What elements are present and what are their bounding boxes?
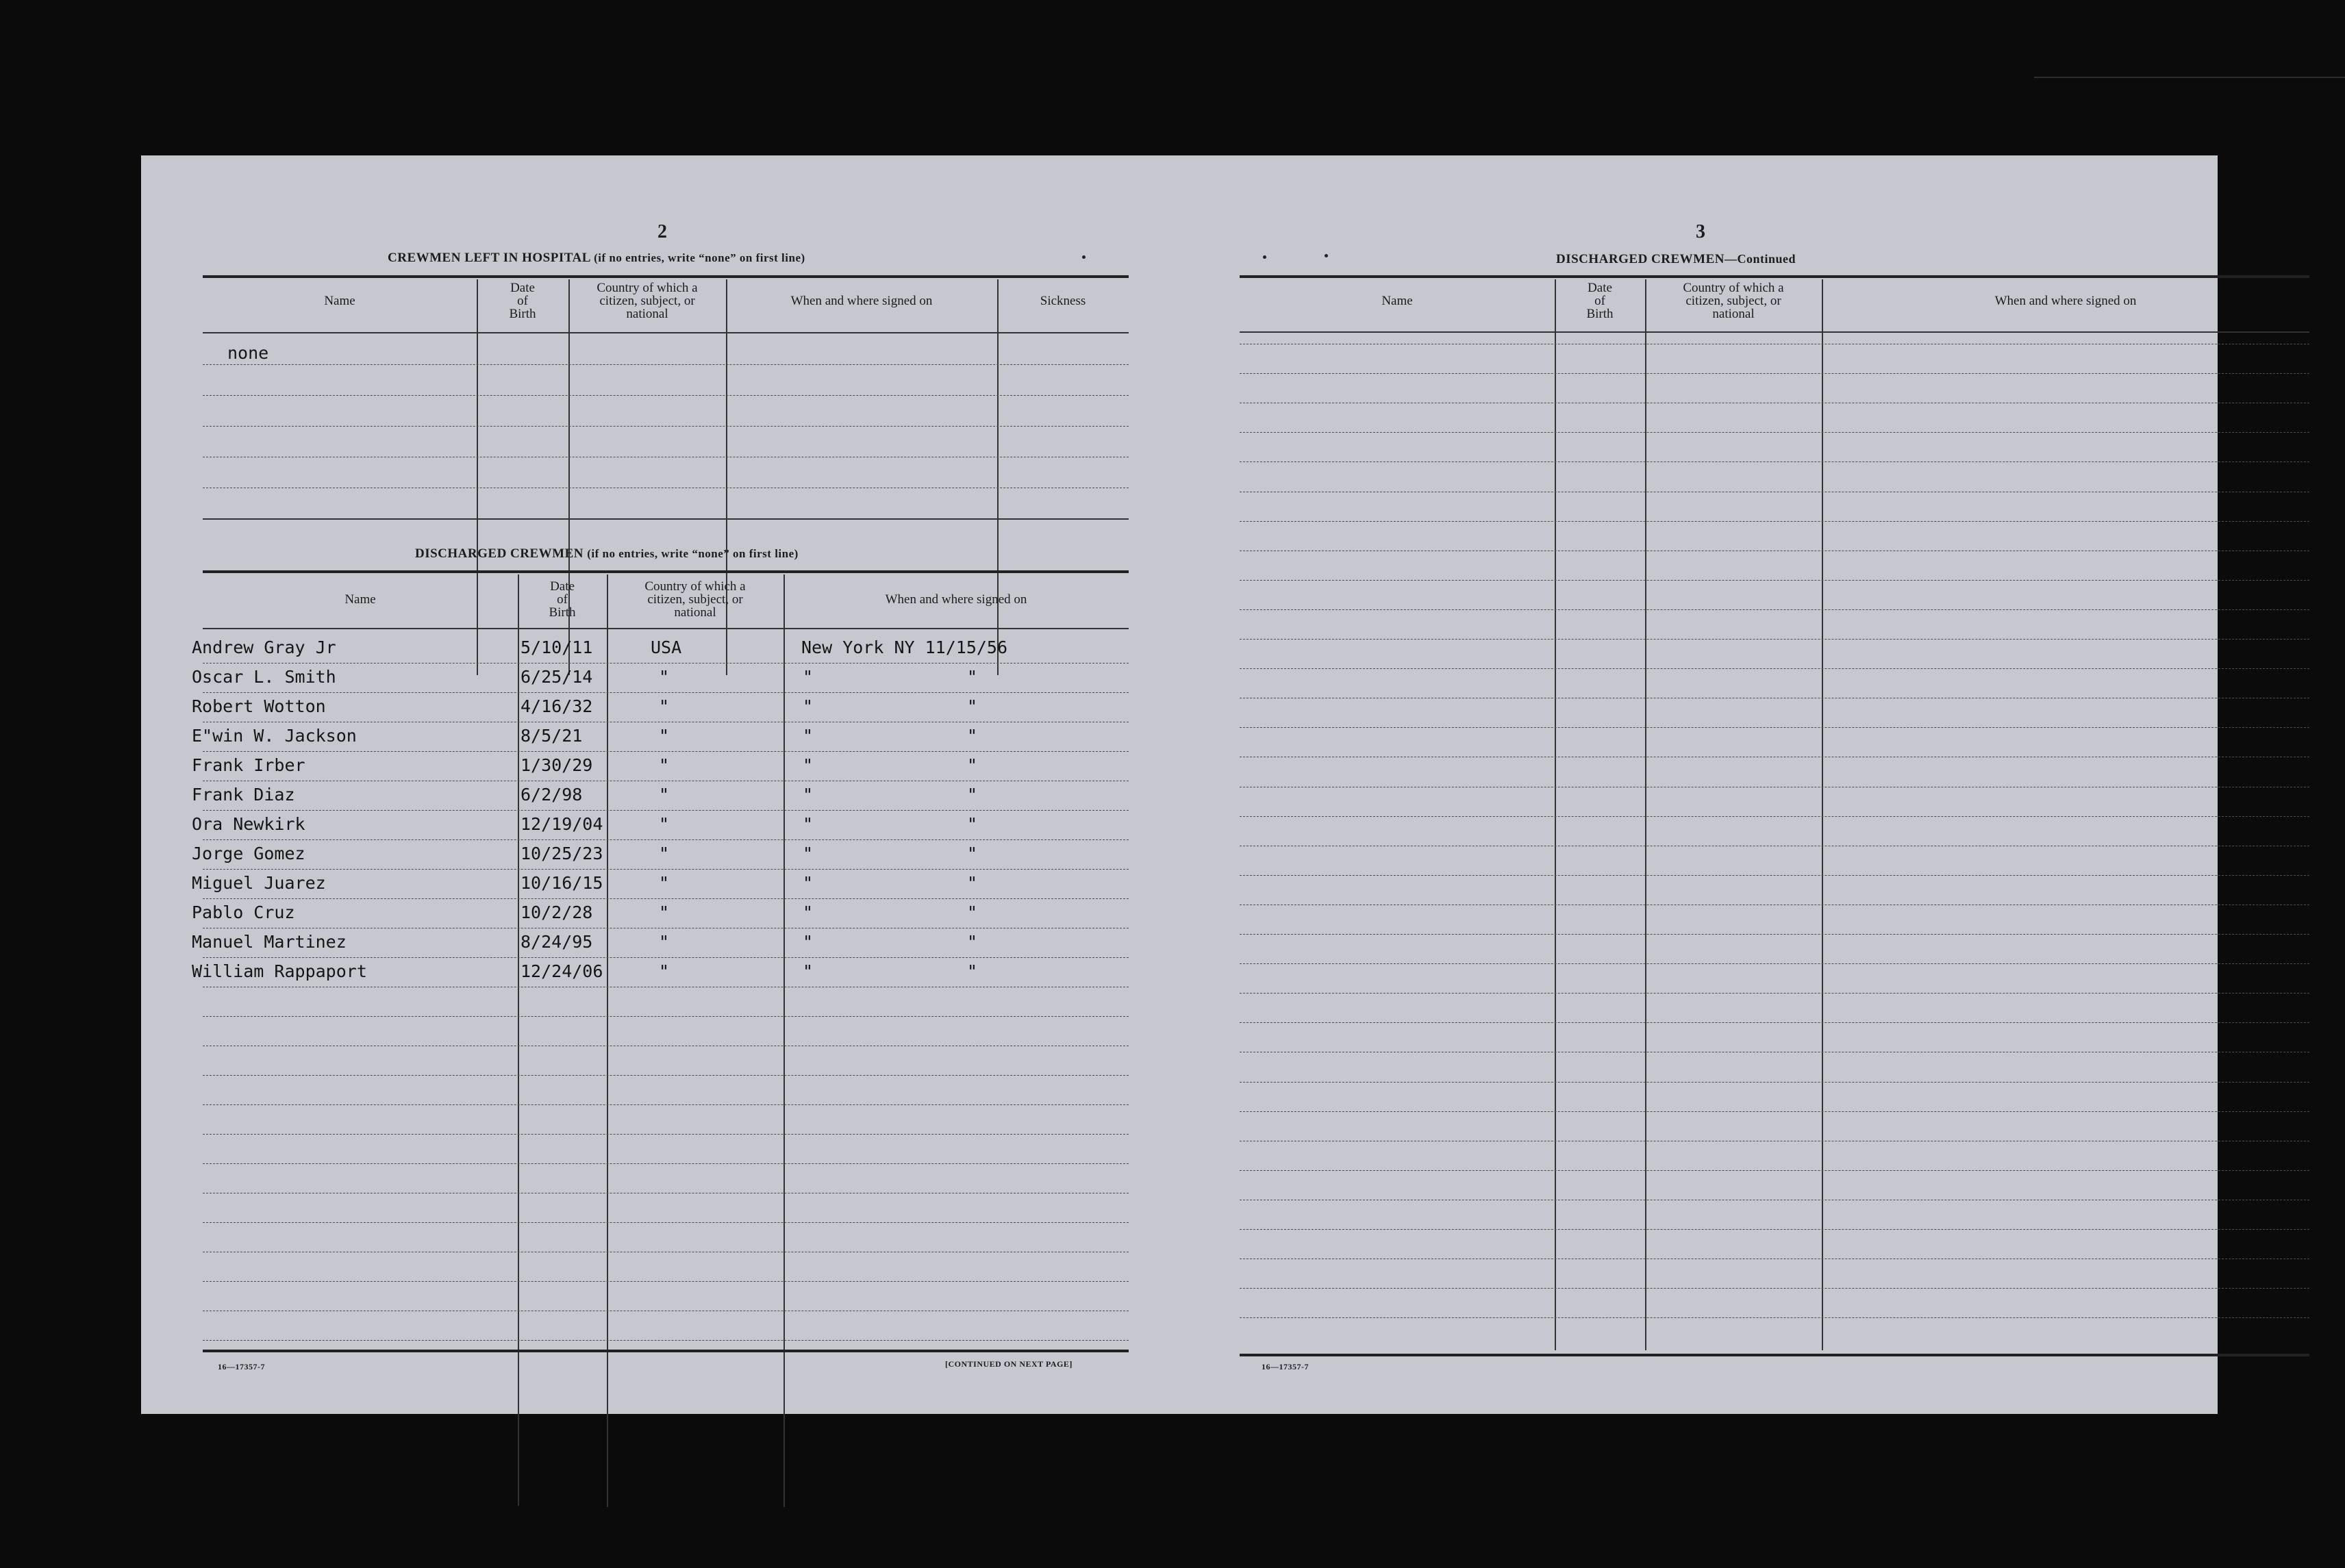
discharged-row-line bbox=[203, 869, 1129, 870]
right-row-line bbox=[1240, 1082, 2309, 1083]
discharged-dob: 10/2/28 bbox=[521, 902, 593, 922]
discharged-row-line bbox=[203, 751, 1129, 752]
discharged-name: E"win W. Jackson bbox=[192, 726, 357, 746]
right-row-line bbox=[1240, 1317, 2309, 1318]
right-row-line bbox=[1240, 580, 2309, 581]
discharged-dob: 4/16/32 bbox=[521, 696, 593, 716]
discharged-signed-when: " bbox=[967, 696, 978, 716]
discharged-name: Miguel Juarez bbox=[192, 873, 326, 893]
hospital-header-dob-3: Birth bbox=[509, 306, 536, 321]
discharged-row-line bbox=[203, 898, 1129, 899]
discharged-signed-where: " bbox=[803, 667, 814, 687]
right-section-title bbox=[1556, 252, 1796, 267]
right-row-line bbox=[1240, 1229, 2309, 1230]
hospital-section-title bbox=[388, 251, 805, 266]
right-form-number: 16—17357-7 bbox=[1262, 1362, 1309, 1371]
discharged-country: " bbox=[659, 755, 670, 775]
discharged-col-divider bbox=[783, 574, 785, 1507]
hospital-header-name: Name bbox=[324, 293, 355, 308]
discharged-dob: 10/25/23 bbox=[521, 844, 603, 863]
discharged-col-divider bbox=[607, 574, 608, 1507]
discharged-name: Frank Diaz bbox=[192, 785, 295, 805]
discharged-col-divider bbox=[518, 574, 519, 1506]
discharged-dob: 8/24/95 bbox=[521, 932, 593, 952]
right-header-dob-3: Birth bbox=[1586, 306, 1614, 321]
right-col-divider bbox=[1645, 279, 1646, 1350]
discharged-name: Oscar L. Smith bbox=[192, 667, 336, 687]
left-page-bottom-rule bbox=[203, 1350, 1129, 1352]
discharged-signed-where: " bbox=[803, 932, 814, 952]
discharged-dob: 5/10/11 bbox=[521, 637, 593, 657]
discharged-header-dob-3: Birth bbox=[549, 605, 576, 620]
discharged-country: " bbox=[659, 844, 670, 863]
discharged-signed-when: " bbox=[967, 873, 978, 893]
discharged-subtitle: (if no entries, write “none” on first line) bbox=[587, 547, 799, 560]
discharged-header-dob-2: of bbox=[557, 592, 568, 607]
hospital-bottom-rule bbox=[203, 518, 1129, 520]
right-title-continued: —Continued bbox=[1725, 252, 1796, 266]
right-row-line bbox=[1240, 934, 2309, 935]
hospital-top-rule bbox=[203, 275, 1129, 278]
discharged-name: Robert Wotton bbox=[192, 696, 326, 716]
discharged-header-dob bbox=[518, 580, 607, 618]
discharged-dob: 8/5/21 bbox=[521, 726, 583, 746]
discharged-row-line bbox=[203, 1340, 1129, 1341]
right-col-divider bbox=[1822, 279, 1823, 1350]
discharged-dob: 12/19/04 bbox=[521, 814, 603, 834]
hospital-header-dob-1: Date bbox=[510, 280, 535, 295]
discharged-header-dob-1: Date bbox=[550, 579, 575, 594]
discharged-name: Jorge Gomez bbox=[192, 844, 305, 863]
discharged-header-country-3: national bbox=[674, 605, 716, 620]
right-row-line bbox=[1240, 373, 2309, 374]
right-row-line bbox=[1240, 668, 2309, 669]
hospital-subtitle: (if no entries, write “none” on first line) bbox=[594, 251, 805, 264]
discharged-signed-where: " bbox=[803, 726, 814, 746]
discharged-signed-when: " bbox=[967, 667, 978, 687]
discharged-name: Pablo Cruz bbox=[192, 902, 295, 922]
right-row-line bbox=[1240, 993, 2309, 994]
right-row-line bbox=[1240, 432, 2309, 433]
right-row-line bbox=[1240, 461, 2309, 462]
right-header-country-1: Country of which a bbox=[1683, 280, 1784, 295]
discharged-signed-where: " bbox=[803, 844, 814, 863]
discharged-dob: 10/16/15 bbox=[521, 873, 603, 893]
stray-mark bbox=[1325, 254, 1328, 257]
discharged-country: " bbox=[659, 726, 670, 746]
discharged-dob: 1/30/29 bbox=[521, 755, 593, 775]
discharged-row-line bbox=[203, 839, 1129, 840]
hospital-header-dob-2: of bbox=[517, 293, 528, 308]
discharged-signed-where: " bbox=[803, 902, 814, 922]
discharged-signed-when: " bbox=[967, 844, 978, 863]
right-header-dob bbox=[1555, 280, 1645, 321]
discharged-country: USA bbox=[651, 637, 682, 657]
right-row-line bbox=[1240, 963, 2309, 964]
discharged-row-line bbox=[203, 1104, 1129, 1105]
right-page-bottom-rule bbox=[1240, 1354, 2309, 1356]
discharged-country: " bbox=[659, 932, 670, 952]
hospital-header-country-3: national bbox=[626, 306, 668, 321]
discharged-row-line bbox=[203, 957, 1129, 958]
discharged-header-country bbox=[607, 580, 783, 618]
hospital-header-country bbox=[568, 280, 726, 321]
right-row-line bbox=[1240, 521, 2309, 522]
discharged-signed-where: " bbox=[803, 873, 814, 893]
hospital-header-rule bbox=[203, 332, 1129, 333]
right-row-line bbox=[1240, 609, 2309, 610]
discharged-name: Ora Newkirk bbox=[192, 814, 305, 834]
discharged-section-title bbox=[415, 546, 799, 561]
discharged-row-line bbox=[203, 1281, 1129, 1282]
discharged-top-rule bbox=[203, 570, 1129, 573]
discharged-signed-when: " bbox=[967, 961, 978, 981]
hospital-first-entry: none bbox=[227, 343, 269, 363]
right-row-line bbox=[1240, 1288, 2309, 1289]
left-form-number: 16—17357-7 bbox=[218, 1362, 265, 1371]
discharged-dob: 12/24/06 bbox=[521, 961, 603, 981]
discharged-signed-where: " bbox=[803, 961, 814, 981]
document-sheet bbox=[141, 155, 2218, 1414]
discharged-signed-where: " bbox=[803, 785, 814, 805]
discharged-country: " bbox=[659, 961, 670, 981]
discharged-name: Andrew Gray Jr bbox=[192, 637, 336, 657]
discharged-country: " bbox=[659, 667, 670, 687]
discharged-header-name: Name bbox=[344, 592, 376, 607]
right-header-signed-on: When and where signed on bbox=[1994, 293, 2137, 308]
hospital-row-line bbox=[203, 395, 1129, 396]
hospital-header-country-1: Country of which a bbox=[597, 280, 698, 295]
hospital-row-line bbox=[203, 426, 1129, 427]
discharged-row-line bbox=[203, 1134, 1129, 1135]
right-title: DISCHARGED CREWMEN bbox=[1556, 252, 1725, 266]
right-header-dob-2: of bbox=[1594, 293, 1605, 308]
discharged-signed-when: " bbox=[967, 932, 978, 952]
right-row-line bbox=[1240, 727, 2309, 728]
discharged-header-country-2: citizen, subject, or bbox=[647, 592, 743, 607]
hospital-header-dob bbox=[477, 280, 568, 321]
discharged-title: DISCHARGED CREWMEN bbox=[415, 546, 584, 561]
discharged-header-country-1: Country of which a bbox=[644, 579, 746, 594]
discharged-signed-when: " bbox=[967, 902, 978, 922]
discharged-signed-where: New York NY 11/15/56 bbox=[801, 637, 1008, 657]
discharged-row-line bbox=[203, 1016, 1129, 1017]
hospital-header-signed-on: When and where signed on bbox=[790, 293, 933, 308]
hospital-header-country-2: citizen, subject, or bbox=[599, 293, 695, 308]
discharged-signed-where: " bbox=[803, 814, 814, 834]
background-edge-line bbox=[2034, 77, 2345, 78]
discharged-row-line bbox=[203, 1075, 1129, 1076]
right-header-country bbox=[1645, 280, 1822, 321]
discharged-header-rule bbox=[203, 628, 1129, 629]
left-page-number: 2 bbox=[657, 221, 667, 242]
discharged-signed-where: " bbox=[803, 696, 814, 716]
discharged-row-line bbox=[203, 1222, 1129, 1223]
right-col-divider bbox=[1555, 279, 1556, 1350]
discharged-country: " bbox=[659, 873, 670, 893]
hospital-header-sickness: Sickness bbox=[1040, 293, 1086, 308]
discharged-row-line bbox=[203, 810, 1129, 811]
right-top-rule bbox=[1240, 275, 2309, 278]
discharged-dob: 6/2/98 bbox=[521, 785, 583, 805]
discharged-row-line bbox=[203, 1163, 1129, 1164]
right-row-line bbox=[1240, 1022, 2309, 1023]
discharged-signed-when: " bbox=[967, 755, 978, 775]
discharged-name: William Rappaport bbox=[192, 961, 367, 981]
discharged-name: Frank Irber bbox=[192, 755, 305, 775]
hospital-row-line bbox=[203, 364, 1129, 365]
right-page-number: 3 bbox=[1696, 221, 1705, 242]
stray-mark bbox=[1263, 255, 1266, 259]
discharged-header-signed-on: When and where signed on bbox=[885, 592, 1027, 607]
discharged-signed-when: " bbox=[967, 814, 978, 834]
discharged-country: " bbox=[659, 696, 670, 716]
right-header-name: Name bbox=[1381, 293, 1413, 308]
continued-note: [CONTINUED ON NEXT PAGE] bbox=[945, 1359, 1073, 1369]
discharged-country: " bbox=[659, 785, 670, 805]
hospital-title: CREWMEN LEFT IN HOSPITAL bbox=[388, 251, 590, 265]
discharged-signed-when: " bbox=[967, 726, 978, 746]
discharged-signed-where: " bbox=[803, 755, 814, 775]
stray-mark bbox=[1082, 255, 1086, 259]
discharged-country: " bbox=[659, 814, 670, 834]
right-row-line bbox=[1240, 639, 2309, 640]
discharged-row-line bbox=[203, 692, 1129, 693]
discharged-signed-when: " bbox=[967, 785, 978, 805]
right-header-country-2: citizen, subject, or bbox=[1685, 293, 1781, 308]
right-row-line bbox=[1240, 1170, 2309, 1171]
discharged-name: Manuel Martinez bbox=[192, 932, 347, 952]
right-row-line bbox=[1240, 816, 2309, 817]
right-header-dob-1: Date bbox=[1588, 280, 1612, 295]
right-header-rule bbox=[1240, 331, 2309, 333]
discharged-country: " bbox=[659, 902, 670, 922]
right-row-line bbox=[1240, 1111, 2309, 1112]
right-header-country-3: national bbox=[1712, 306, 1755, 321]
discharged-dob: 6/25/14 bbox=[521, 667, 593, 687]
right-row-line bbox=[1240, 875, 2309, 876]
